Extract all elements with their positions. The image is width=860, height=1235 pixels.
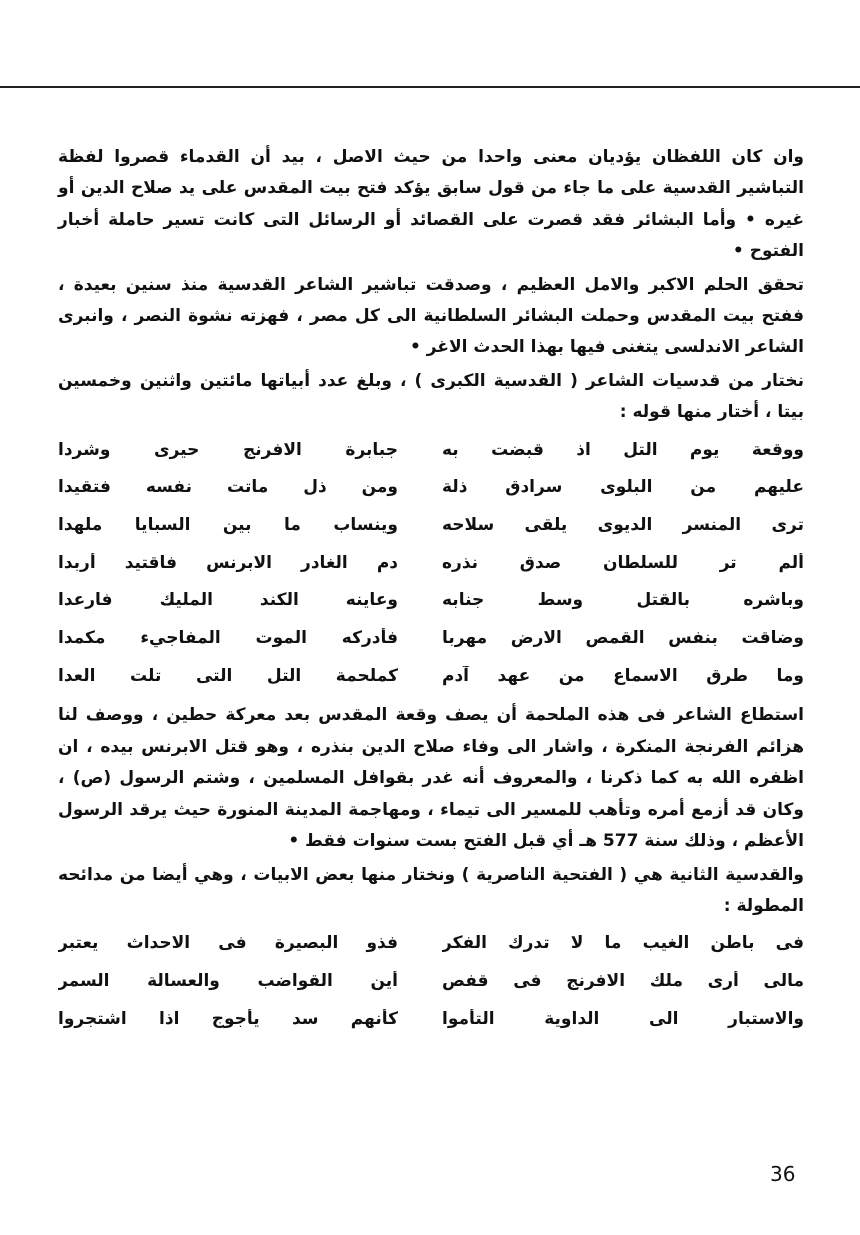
second-hemistich: فذو البصيرة فى الاحداث يعتبر bbox=[58, 933, 398, 954]
second-hemistich: كأنهم سد يأجوج اذا اشتجروا bbox=[58, 1008, 398, 1029]
first-hemistich: وضاقت بنفس القمص الارض مهربا bbox=[442, 627, 804, 648]
verse-line bbox=[58, 468, 804, 506]
first-hemistich: وما طرق الاسماع من عهد آدم bbox=[442, 665, 804, 686]
first-hemistich: ووقعة يوم التل اذ قبضت به bbox=[442, 439, 804, 460]
paragraph-5: والقدسية الثانية هي ( الفتحية الناصرية ) ونختار منها بعض الابيات ، وهي أيضا من مدائحه المطولة : bbox=[58, 864, 804, 916]
first-hemistich: عليهم من البلوى سرادق ذلة bbox=[442, 477, 804, 498]
page-number: 36 bbox=[770, 1162, 796, 1186]
second-hemistich: وعاينه الكند المليك فارعدا bbox=[58, 590, 398, 611]
verse-line bbox=[58, 1000, 804, 1038]
verse-line bbox=[58, 924, 804, 962]
first-hemistich: ترى المنسر الديوى يلقى سلاحه bbox=[442, 514, 804, 535]
paragraph-2: تحقق الحلم الاكبر والامل العظيم ، وصدقت تباشير الشاعر القدسية منذ سنين بعيدة ، ففتح بيت المقدس وحملت البشائر السلطانية الى كل مصر ، فهزته نشوة النصر ، وانبرى الشاعر الاندلسى يتغنى فيها بهذا الحدث الاغر • bbox=[58, 274, 804, 358]
first-hemistich: مالى أرى ملك الافرنج فى قفص bbox=[442, 970, 804, 991]
second-hemistich: جبابرة الافرنج حيرى وشردا bbox=[58, 439, 398, 460]
first-hemistich: والاستبار الى الداوية التأموا bbox=[442, 1008, 804, 1029]
first-hemistich: وباشره بالقتل وسط جنابه bbox=[442, 590, 804, 611]
first-hemistich: فى باطن الغيب ما لا تدرك الفكر bbox=[442, 933, 804, 954]
paragraph-3: نختار من قدسيات الشاعر ( القدسية الكبرى ) ، وبلغ عدد أبياتها مائتين واثنين وخمسين بيتا ، أختار منها قوله : bbox=[58, 370, 804, 423]
verse-line bbox=[58, 619, 804, 657]
poem-excerpt-2 bbox=[58, 924, 804, 1037]
verse-line bbox=[58, 581, 804, 619]
second-hemistich: كملحمة التل التى تلت العدا bbox=[58, 665, 398, 686]
page-body bbox=[58, 142, 804, 1043]
verse-line bbox=[58, 506, 804, 544]
second-hemistich: ومن ذل ماتت نفسه فتقيدا bbox=[58, 477, 398, 498]
second-hemistich: دم الغادر الابرنس فاقتيد أربدا bbox=[58, 552, 398, 573]
first-hemistich: ألم تر للسلطان صدق نذره bbox=[442, 552, 804, 573]
poem-excerpt-1 bbox=[58, 431, 804, 695]
paragraph-4: استطاع الشاعر فى هذه الملحمة أن يصف وقعة المقدس بعد معركة حطين ، ووصف لنا هزائم الفرنجة المنكرة ، واشار الى وفاء صلاح الدين بنذره ، وهو قتل الابرنس بيده ، ان اظفره الله به كما ذكرنا ، والمعروف أنه غدر بقوافل المسلمين ، وشتم الرسول (ص) ، وكان قد أزمع أمره وتأهب للمسير الى تيماء ، ومهاجمة المدينة المنورة حيث يرقد الرسول الأعظم ، وذلك سنة 577 هـ أي قبل الفتح بست سنوات فقط • bbox=[58, 705, 804, 852]
verse-line bbox=[58, 544, 804, 582]
paragraph-1: وان كان اللفظان يؤديان معنى واحدا من حيث الاصل ، بيد أن القدماء قصروا لفظة التباشير القدسية على ما جاء من قول سابق يؤكد فتح بيت المقدس على يد صلاح الدين أو غيره • وأما البشائر فقد قصرت على القصائد أو الرسائل التى كانت تسير حاملة أخبار الفتوح • bbox=[58, 147, 804, 262]
second-hemistich: وينساب ما بين السبايا ملهدا bbox=[58, 514, 398, 535]
header-rule bbox=[0, 86, 860, 88]
verse-line bbox=[58, 657, 804, 695]
verse-line bbox=[58, 962, 804, 1000]
second-hemistich: فأدركه الموت المفاجيء مكمدا bbox=[58, 627, 398, 648]
second-hemistich: أين القواضب والعسالة السمر bbox=[58, 970, 398, 991]
verse-line bbox=[58, 431, 804, 469]
